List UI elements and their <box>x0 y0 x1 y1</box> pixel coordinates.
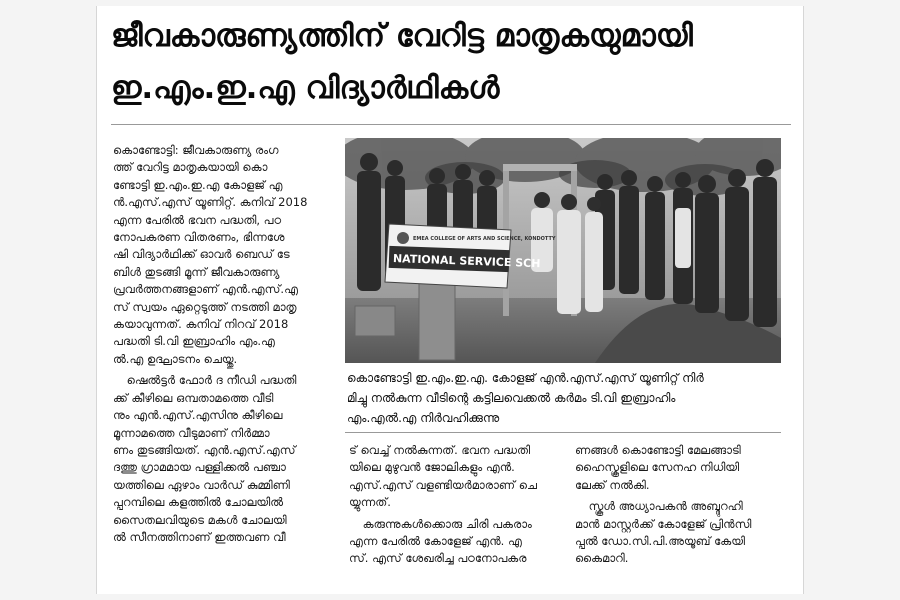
article-column-right <box>575 442 789 568</box>
article-paragraph <box>113 372 339 546</box>
text-line: ഹൈസ്കൂളിലെ സേനഹ നിധിയി <box>575 460 740 475</box>
article-column-left <box>113 142 339 546</box>
banner-college-text: EMEA COLLEGE OF ARTS AND SCIENCE, KONDOTTY <box>413 236 556 242</box>
text-line: മൂന്നാമത്തെ വീടുമാണ് നിർമ്മാ <box>113 425 270 440</box>
text-line: കയാവുന്നത്. കനിവ് നിറവ് 2018 <box>113 317 289 332</box>
text-line: ദത്തു ഗ്രാമമായ പള്ളിക്കൽ പഞ്ചാ <box>113 460 286 475</box>
text-line: നോപകരണ വിതരണം, ഭിന്നശേ <box>113 230 285 245</box>
newspaper-clipping <box>96 6 804 594</box>
headline-rule <box>111 124 791 125</box>
text-line: സ് സ്വയം ഏറ്റെടുത്ത് നടത്തി മാതൃ <box>113 299 297 314</box>
caption-line: എം.എൽ.എ നിർവഹിക്കുന്നു <box>347 411 500 425</box>
text-line: ലേക്ക് നൽകി. <box>575 477 650 492</box>
caption-line: കൊണ്ടോട്ടി ഇ.എം.ഇ.എ. കോളജ് എൻ.എസ്.എസ് യൂണിറ്റ് നിർ <box>347 371 704 385</box>
article-column-middle <box>349 442 563 568</box>
text-line: സ്കൂൾ അധ്യാപകൻ അബ്ദുറഹി <box>588 499 743 514</box>
text-line: കൈമാറി. <box>575 551 629 566</box>
text-line: ണം തുടങ്ങിയത്. എൻ.എസ്.എസ് <box>113 442 296 457</box>
article-paragraph <box>349 442 563 512</box>
text-line: പ്പറമ്പിലെ കളത്തിൽ ചോലയിൽ <box>113 495 283 510</box>
headline <box>111 10 791 114</box>
banner-main-text: NATIONAL SERVICE SCH <box>392 252 541 271</box>
text-line: എന്ന പേരിൽ ഭവന പദ്ധതി, പഠ <box>113 212 282 227</box>
photo-illustration <box>345 138 781 363</box>
headline-line-1: ജീവകാരുണ്യത്തിന് വേറിട്ട മാതൃകയുമായി <box>111 18 693 54</box>
text-line: ക്ക് കീഴിലെ ഒമ്പതാമത്തെ വീടി <box>113 390 274 405</box>
text-line: നും എൻ.എസ്.എസിനു കീഴിലെ <box>113 408 283 423</box>
text-line: പദ്ധതി ടി.വി ഇബ്രാഹിം എം.എ <box>113 334 275 349</box>
text-line: ണ്ടോട്ടി ഇ.എം.ഇ.എ കോളജ് എ <box>113 177 283 192</box>
news-photo <box>345 138 781 363</box>
text-line: ബിൾ തുടങ്ങി മൂന്ന് ജീവകാരുണ്യ <box>113 264 280 279</box>
text-line: ട് വെച്ച് നൽകുന്നത്. ഭവന പദ്ധതി <box>349 443 531 457</box>
text-line: യിലെ മുഴുവൻ ജോലികളും എൻ. <box>349 460 515 475</box>
text-line: മാൻ മാസ്റ്റർക്ക് കോളേജ് പ്രിൻസി <box>575 516 752 531</box>
article-paragraph <box>575 498 789 568</box>
article-paragraph <box>349 516 563 568</box>
text-line: ഷെൽട്ടർ ഫോർ ദ നീഡി പദ്ധതി <box>126 373 297 388</box>
text-line: എസ്.എസ് വളണ്ടിയർമാരാണ് ചെ <box>349 477 537 492</box>
text-line: ണങ്ങൾ കൊണ്ടോട്ടി മേലങ്ങാടി <box>575 443 741 457</box>
photo-caption <box>347 368 787 428</box>
text-line: കരുന്നുകൾക്കൊരു ചിരി പകരാം <box>362 516 532 531</box>
text-line: എന്ന പേരിൽ കോളേജ് എൻ. എ <box>349 534 522 549</box>
headline-line-2: ഇ.എം.ഇ.എ വിദ്യാർഥികൾ <box>111 70 500 106</box>
text-line: കൊണ്ടോട്ടി: ജീവകാരുണ്യ രംഗ <box>113 143 279 157</box>
text-line: ൻ.എസ്.എസ് യൂണിറ്റ്. കനിവ് 2018 <box>113 195 308 210</box>
text-line: സൈതലവിയുടെ മകൾ ചോലയി <box>113 512 287 527</box>
text-line: യ്യുന്നത്. <box>349 495 391 510</box>
article-paragraph <box>113 142 339 368</box>
caption-line: മിച്ചു നൽകുന്ന വീടിന്റെ കട്ടിലവെക്കൽ കർമം ടി.വി ഇബ്രാഹിം <box>347 391 676 405</box>
text-line: പ്രവർത്തനങ്ങളാണ് എൻ.എസ്.എ <box>113 282 298 297</box>
text-line: ൽ സീനത്തിനാണ് ഇത്തവണ വീ <box>113 529 286 544</box>
text-line: ൽ.എ ഉദ്ഘാടനം ചെയ്തു. <box>113 351 238 366</box>
text-line: യത്തിലെ ഏഴാം വാർഡ് കുമ്മിണി <box>113 477 290 492</box>
text-line: പ്പൽ ഡോ.സി.പി.അയൂബ് കേയി <box>575 534 746 549</box>
article-paragraph <box>575 442 789 494</box>
caption-rule <box>345 432 781 433</box>
text-line: സ്. എസ് ശേഖരിച്ച പഠനോപകര <box>349 551 527 566</box>
text-line: ഷി വിദ്യാർഥിക്ക് ഓവർ ബെഡ് ടേ <box>113 247 290 262</box>
text-line: ത്ത് വേറിട്ട മാതൃകയായി കൊ <box>113 160 268 175</box>
